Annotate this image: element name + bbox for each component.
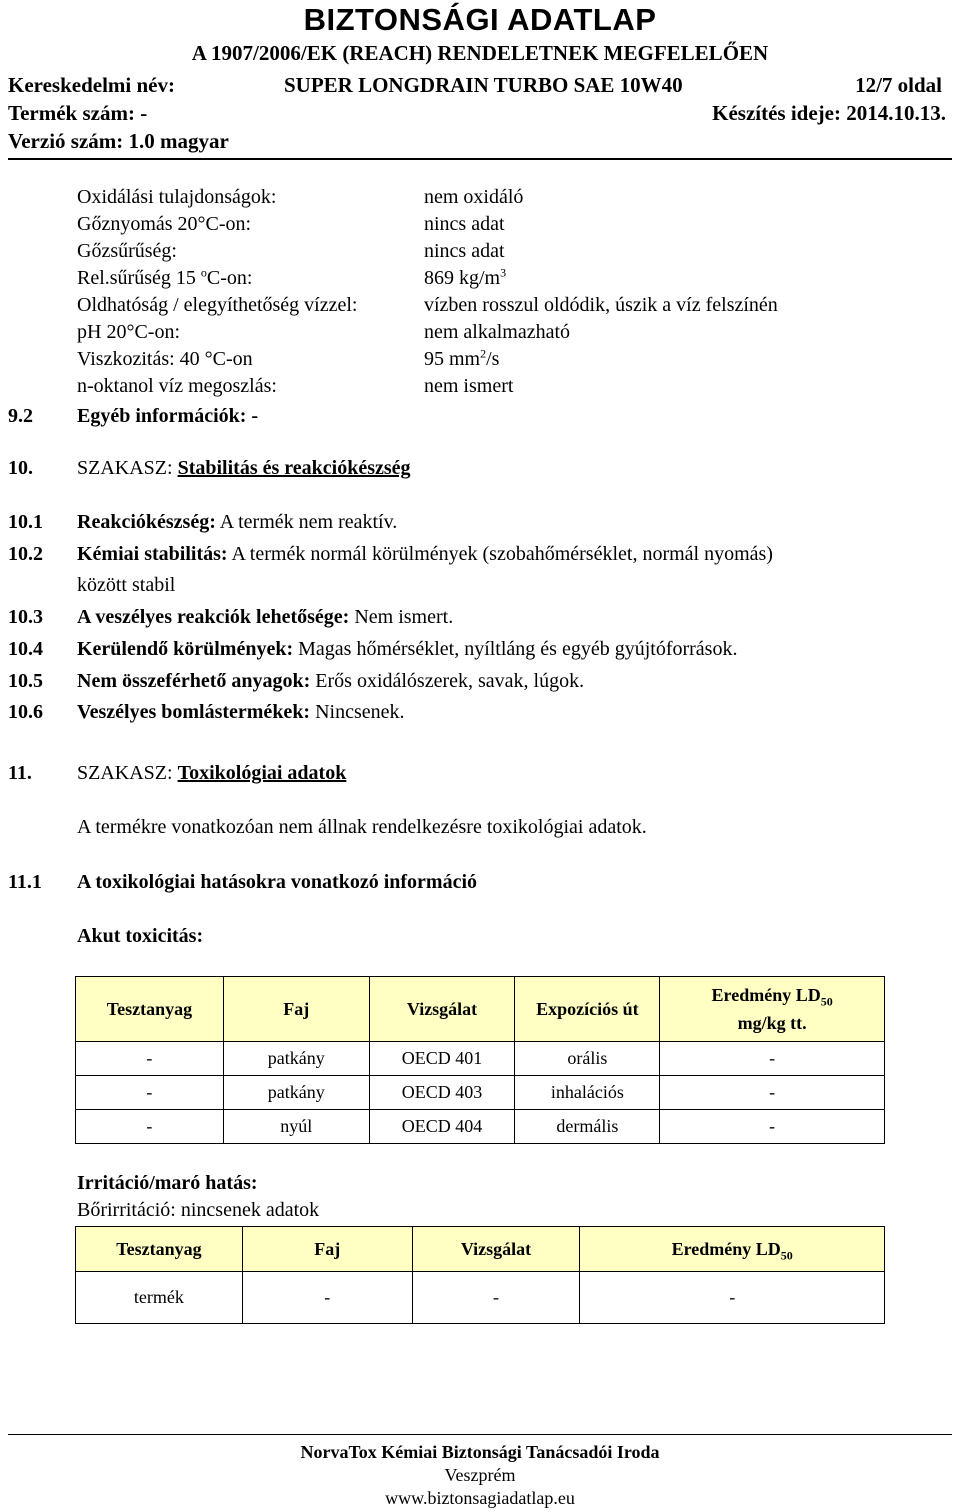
subsection-heading: A toxikológiai hatásokra vonatkozó információ bbox=[77, 871, 478, 893]
section-number: 10. bbox=[8, 457, 33, 479]
property-label: Oxidálási tulajdonságok: bbox=[77, 186, 277, 208]
property-value: 869 $kg/m^3$ bbox=[424, 265, 507, 289]
table-row bbox=[76, 1042, 885, 1076]
subsection-number: 10.4 bbox=[8, 638, 43, 660]
subsection-number: 10.5 bbox=[8, 670, 43, 692]
table-cell: patkány bbox=[223, 1076, 369, 1110]
skin-irritation-text: Bőrirritáció: nincsenek adatok bbox=[77, 1199, 320, 1221]
property-label: Oldhatóság / elegyíthetőség vízzel: bbox=[77, 294, 358, 316]
list-item: A veszélyes reakciók lehetősége: Nem ismert. bbox=[77, 606, 454, 628]
table-cell: inhalációs bbox=[515, 1076, 660, 1110]
property-label: Viszkozitás: 40 °C-on bbox=[77, 348, 253, 370]
subsection-number: 10.2 bbox=[8, 543, 43, 565]
product-number: Termék szám: - bbox=[8, 101, 148, 125]
page-number: 12/7 oldal bbox=[855, 73, 942, 97]
subsection-number: 10.3 bbox=[8, 606, 43, 628]
column-header: Vizsgálat bbox=[412, 1227, 580, 1272]
list-item: Kerülendő körülmények: Magas hőmérséklet, nyíltláng és egyéb gyújtóforrások. bbox=[77, 638, 738, 660]
section-number: 11. bbox=[8, 762, 32, 784]
table-cell: OECD 401 bbox=[369, 1042, 515, 1076]
list-item: Reakciókészség: A termék nem reaktív. bbox=[77, 511, 398, 533]
property-value: nem ismert bbox=[424, 375, 514, 397]
other-info-heading: Egyéb információk: - bbox=[77, 405, 259, 427]
column-header: Vizsgálat bbox=[369, 977, 515, 1042]
property-label: n-oktanol víz megoszlás: bbox=[77, 375, 277, 397]
section-heading: SZAKASZ: Toxikológiai adatok bbox=[77, 762, 347, 784]
subsection-number: 11.1 bbox=[8, 871, 42, 893]
property-value: nem alkalmazható bbox=[424, 321, 571, 343]
table-cell: termék bbox=[76, 1272, 243, 1324]
document-subtitle: A 1907/2006/EK (REACH) RENDELETNEK MEGFELELŐEN bbox=[191, 41, 769, 65]
column-header: Eredmény $LD_{50}$ mg/kg tt. bbox=[660, 977, 885, 1042]
table-cell: - bbox=[660, 1110, 885, 1144]
table-cell: OECD 404 bbox=[369, 1110, 515, 1144]
column-header: Tesztanyag bbox=[76, 977, 224, 1042]
table-cell: - bbox=[76, 1110, 224, 1144]
section-heading: SZAKASZ: Stabilitás és reakciókészség bbox=[77, 457, 411, 479]
trade-name-label: Kereskedelmi név: bbox=[8, 73, 175, 97]
property-value: nincs adat bbox=[424, 240, 505, 262]
property-value: 95 $mm^2/s$ bbox=[424, 346, 500, 370]
table-cell: - bbox=[76, 1076, 224, 1110]
property-label: pH 20°C-on: bbox=[77, 321, 180, 343]
property-value: vízben rosszul oldódik, úszik a víz felszínén bbox=[424, 294, 778, 316]
property-label: Rel.sűrűség 15 $^o$C-on: bbox=[77, 265, 253, 289]
preparation-date: Készítés ideje: 2014.10.13. bbox=[712, 101, 946, 125]
table-cell: - bbox=[580, 1272, 885, 1324]
irritation-heading: Irritáció/maró hatás: bbox=[77, 1172, 258, 1194]
column-header: Tesztanyag bbox=[76, 1227, 243, 1272]
property-label: Gőznyomás 20°C-on: bbox=[77, 213, 252, 235]
table-cell: nyúl bbox=[223, 1110, 369, 1144]
table-cell: - bbox=[660, 1042, 885, 1076]
irritation-table bbox=[75, 1226, 885, 1324]
property-label: Gőzsűrűség: bbox=[77, 240, 177, 262]
table-row bbox=[76, 1076, 885, 1110]
subsection-number: 10.6 bbox=[8, 701, 43, 723]
footer-city: Veszprém bbox=[444, 1465, 516, 1485]
table-cell: OECD 403 bbox=[369, 1076, 515, 1110]
column-header: Faj bbox=[223, 977, 369, 1042]
table-cell: - bbox=[242, 1272, 412, 1324]
column-header: Faj bbox=[242, 1227, 412, 1272]
table-row bbox=[76, 1272, 885, 1324]
table-cell: - bbox=[660, 1076, 885, 1110]
table-cell: - bbox=[76, 1042, 224, 1076]
table-cell: patkány bbox=[223, 1042, 369, 1076]
subsection-number: 10.1 bbox=[8, 511, 43, 533]
table-cell: dermális bbox=[515, 1110, 660, 1144]
subsection-number: 9.2 bbox=[8, 405, 33, 427]
tox-intro: A termékre vonatkozóan nem állnak rendelkezésre toxikológiai adatok. bbox=[77, 816, 647, 838]
trade-name-value: SUPER LONGDRAIN TURBO SAE 10W40 bbox=[284, 73, 683, 97]
acute-toxicity-table bbox=[75, 976, 885, 1144]
footer-organization: NorvaTox Kémiai Biztonsági Tanácsadói Iroda bbox=[300, 1442, 660, 1462]
footer-rule bbox=[8, 1434, 952, 1435]
header-rule bbox=[8, 158, 952, 160]
list-item: Kémiai stabilitás: A termék normál körülmények (szobahőmérséklet, normál nyomás) bbox=[77, 543, 773, 565]
table-cell: - bbox=[412, 1272, 580, 1324]
property-value: nincs adat bbox=[424, 213, 505, 235]
version-number: Verzió szám: 1.0 magyar bbox=[8, 129, 229, 153]
property-value: nem oxidáló bbox=[424, 186, 524, 208]
table-cell: orális bbox=[515, 1042, 660, 1076]
column-header: Eredmény $LD_{50}$ bbox=[580, 1227, 885, 1272]
table-header-row bbox=[76, 977, 885, 1042]
acute-toxicity-heading: Akut toxicitás: bbox=[77, 925, 204, 947]
list-item: Veszélyes bomlástermékek: Nincsenek. bbox=[77, 701, 405, 723]
list-item-continuation: között stabil bbox=[77, 574, 176, 596]
table-row bbox=[76, 1110, 885, 1144]
list-item: Nem összeférhető anyagok: Erős oxidálószerek, savak, lúgok. bbox=[77, 670, 585, 692]
column-header: Expozíciós út bbox=[515, 977, 660, 1042]
footer-website-link[interactable]: www.biztonsagiadatlap.eu bbox=[385, 1488, 575, 1508]
document-title: BIZTONSÁGI ADATLAP bbox=[303, 2, 657, 37]
table-header-row bbox=[76, 1227, 885, 1272]
